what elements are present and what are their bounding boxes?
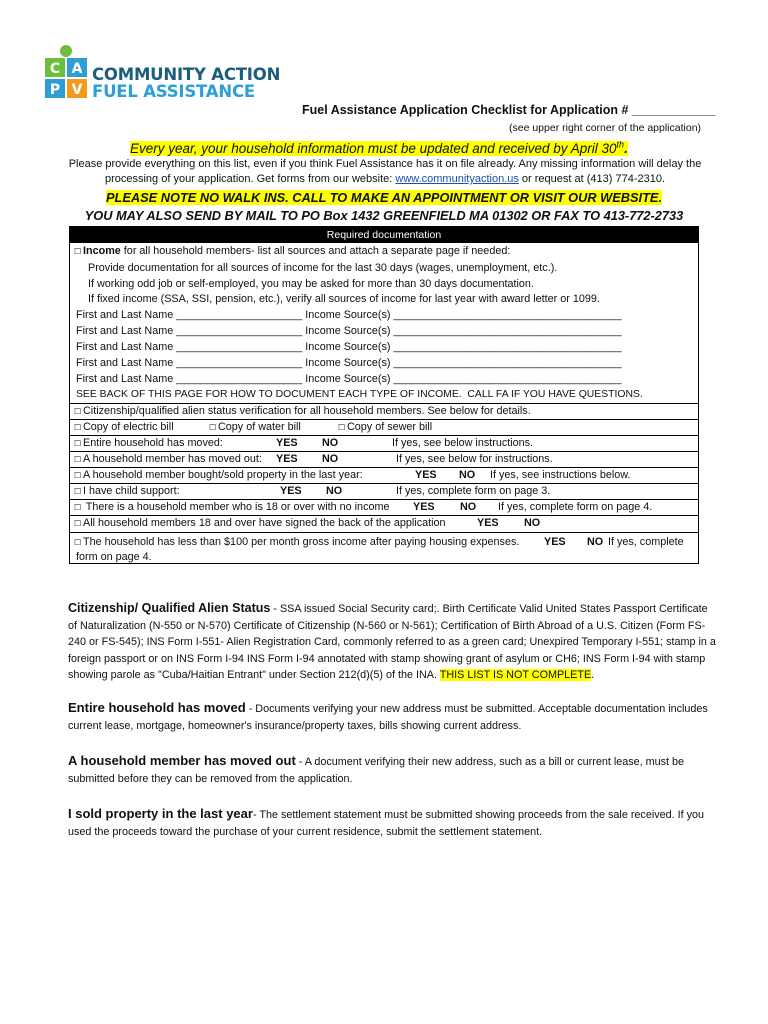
name-income-line[interactable]: First and Last Name _____________________ Income Source(s) ______________________________________ — [76, 325, 622, 337]
checkbox-icon[interactable]: ☐ — [74, 247, 82, 256]
name-income-line[interactable]: First and Last Name _____________________ Income Source(s) ______________________________________ — [76, 341, 622, 353]
logo-line-1: COMMUNITY ACTION — [92, 65, 281, 84]
logo-wordmark — [92, 66, 280, 100]
name-income-line[interactable]: First and Last Name _____________________ Income Source(s) ______________________________________ — [76, 309, 622, 321]
bills-row: ☐ Copy of electric bill ☐ Copy of water bill ☐ Copy of sewer bill — [70, 419, 698, 435]
mail-fax-notice: YOU MAY ALSO SEND BY MAIL TO PO Box 1432 GREENFIELD MA 01302 OR FAX TO 413-772-2733 — [84, 208, 684, 223]
member-moved-heading: A household member has moved out — [68, 753, 296, 768]
checkbox-icon[interactable]: ☐ — [74, 487, 82, 496]
yes-option[interactable]: YES — [413, 501, 435, 513]
website-link[interactable]: www.communityaction.us — [395, 173, 519, 185]
no-option[interactable]: NO — [459, 469, 476, 481]
yes-option[interactable]: YES — [276, 453, 298, 465]
entire-household-heading: Entire household has moved — [68, 700, 246, 715]
less-than-100-row: ☐ The household has less than $100 per month gross income after paying housing expenses. YES NO If yes, complete form on page 4. — [70, 532, 698, 563]
entire-household-section: Entire household has moved - Documents verifying your new address must be submitted. Acceptable documentation includes current lease, mortgage, homeowner's insurance/property taxes, bills showing current address. — [68, 700, 708, 732]
property-row: ☐ A household member bought/sold property in the last year: YES NO If yes, see instructions below. — [70, 467, 698, 483]
capv-logo-mark — [44, 44, 88, 100]
page-title: Fuel Assistance Application Checklist for Application # ____________ — [302, 103, 716, 117]
logo-letter-p: P — [49, 82, 61, 98]
member-moved-row: ☐ A household member has moved out: YES NO If yes, see below for instructions. — [70, 451, 698, 467]
no-option[interactable]: NO — [524, 517, 541, 529]
yes-option[interactable]: YES — [544, 536, 566, 548]
yes-option[interactable]: YES — [280, 485, 302, 497]
yearly-notice: Every year, your household information must be updated and received by April 30th. — [130, 139, 628, 156]
checkbox-icon[interactable]: ☐ — [74, 519, 82, 528]
checkbox-icon[interactable]: ☐ — [74, 471, 82, 480]
signed-row: ☐ All household members 18 and over have signed the back of the application YES NO — [70, 515, 698, 532]
checkbox-icon[interactable]: ☐ — [74, 439, 82, 448]
sold-property-section: I sold property in the last year- The settlement statement must be submitted showing proceeds from the sale received. If you used the proceeds toward the purchase of your current residence, submit the settlement statement. — [68, 806, 705, 838]
logo-letter-a: A — [71, 61, 83, 77]
income-sub-2: If working odd job or self-employed, you may be asked for more than 30 days documentation. — [88, 278, 534, 290]
no-option[interactable]: NO — [322, 453, 339, 465]
no-option[interactable]: NO — [460, 501, 477, 513]
name-income-line[interactable]: First and Last Name _____________________ Income Source(s) ______________________________________ — [76, 357, 622, 369]
logo-letter-c: C — [49, 61, 61, 77]
entire-moved-row: ☐ Entire household has moved: YES NO If yes, see below instructions. — [70, 435, 698, 451]
income-sub-3: If fixed income (SSA, SSI, pension, etc.), verify all sources of income for last year with award letter or 1099. — [88, 293, 600, 305]
member-moved-section: A household member has moved out - A document verifying their new address, such as a bill or current lease, must be submitted before they can be removed from the application. — [68, 753, 685, 785]
yes-option[interactable]: YES — [477, 517, 499, 529]
no-option[interactable]: NO — [587, 536, 604, 548]
see-corner-note: (see upper right corner of the application) — [509, 122, 702, 134]
no-walk-in-notice: PLEASE NOTE NO WALK INS. CALL TO MAKE AN APPOINTMENT OR VISIT OUR WEBSITE. — [106, 190, 662, 205]
no-option[interactable]: NO — [326, 485, 343, 497]
logo-letter-v: V — [71, 82, 83, 98]
yes-option[interactable]: YES — [415, 469, 437, 481]
required-documentation-table — [69, 226, 699, 564]
citizenship-row: ☐ Citizenship/qualified alien status verification for all household members. See below for details. — [70, 403, 698, 419]
no-option[interactable]: NO — [322, 437, 339, 449]
yes-option[interactable]: YES — [276, 437, 298, 449]
no-income-row: ☐ There is a household member who is 18 or over with no income YES NO If yes, complete form on page 4. — [70, 499, 698, 515]
checkbox-icon[interactable]: ☐ — [74, 407, 82, 416]
see-back-note: SEE BACK OF THIS PAGE FOR HOW TO DOCUMENT EACH TYPE OF INCOME. CALL FA IF YOU HAVE QUESTIONS. — [76, 389, 643, 400]
income-sub-1: Provide documentation for all sources of income for the last 30 days (wages, unemployment, etc.). — [88, 262, 558, 274]
sold-property-heading: I sold property in the last year — [68, 806, 253, 821]
checkbox-icon[interactable]: ☐ — [338, 423, 346, 432]
logo-line-2: FUEL ASSISTANCE — [92, 82, 255, 101]
checkbox-icon[interactable]: ☐ — [74, 423, 82, 432]
provide-instructions: Please provide everything on this list, even if you think Fuel Assistance has it on file already. Any missing information will delay the processing of your application. Get forms from our website: www.communityaction.us or request at (413) 774-2310. — [68, 158, 702, 185]
citizenship-heading: Citizenship/ Qualified Alien Status — [68, 601, 271, 615]
checkbox-icon[interactable]: ☐ — [209, 423, 217, 432]
not-complete-note: THIS LIST IS NOT COMPLETE — [439, 669, 592, 681]
table-header: Required documentation — [70, 227, 698, 243]
checkbox-icon[interactable]: ☐ — [74, 538, 82, 547]
name-income-line[interactable]: First and Last Name _____________________ Income Source(s) ______________________________________ — [76, 373, 622, 385]
income-item: ☐ Income for all household members- list all sources and attach a separate page if needed: — [74, 245, 511, 257]
checkbox-icon[interactable]: ☐ — [74, 455, 82, 464]
checkbox-icon[interactable]: ☐ — [74, 503, 82, 512]
child-support-row: ☐ I have child support: YES NO If yes, complete form on page 3. — [70, 483, 698, 499]
citizenship-section: Citizenship/ Qualified Alien Status - SSA issued Social Security card;. Birth Certificate Valid United States Passport Certificate of Naturalization (N-550 or N-570) Certificate of Citizenship (N-560 or N-561); Certification of Birth Abroad of a U.S. Citizen (Form FS-240 or FS-545); INS Form I-551- Alien Registration Card, commonly referred to as a green card; Unexpired Temporary I-551; stamp in a foreign passport or on INS Form I-94 INS Form I-94 annotated with stamp showing grant of asylum or CH6; INS Form I-94 with stamp showing parole as "Cuba/Haitian Entrant" under Section 212(d)(5) of the INA. THIS LIST IS NOT COMPLETE. — [68, 601, 716, 681]
